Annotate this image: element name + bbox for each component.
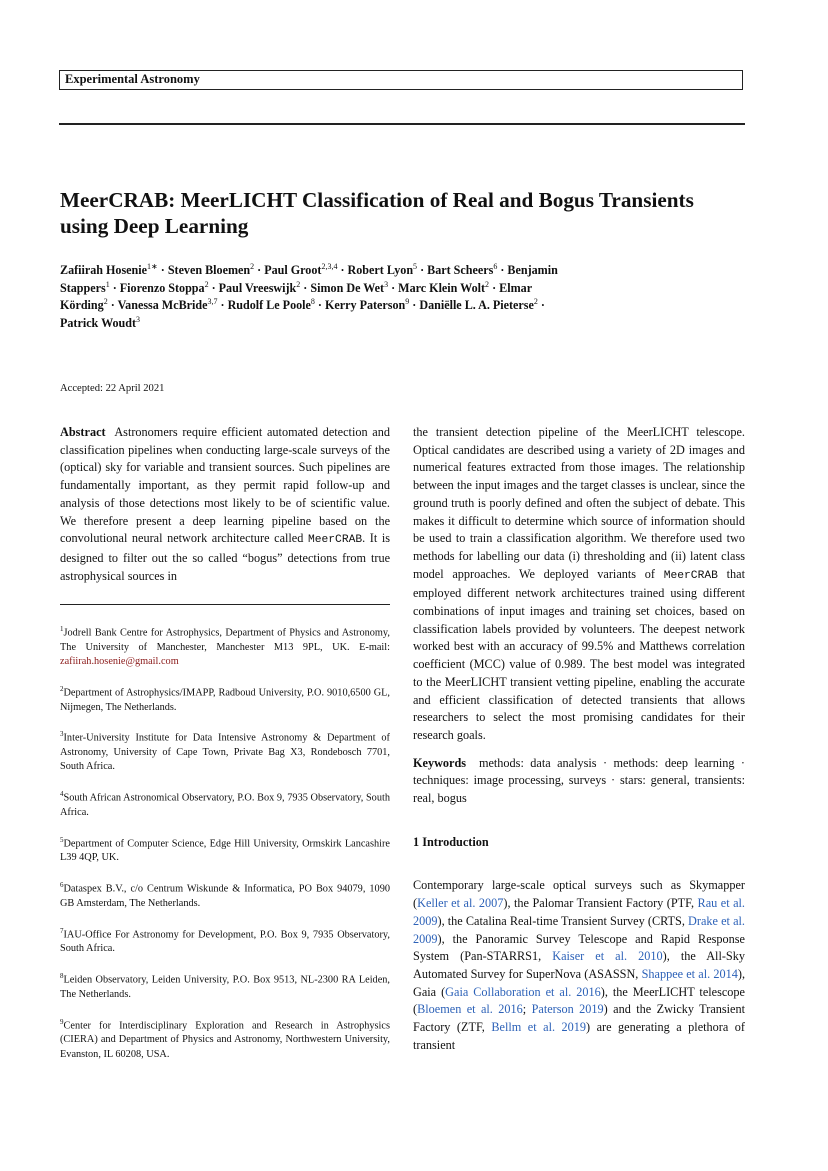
author-name: Vanessa McBride xyxy=(117,298,208,313)
author-affiliation-marker: 6 xyxy=(493,261,498,271)
author-separator: · xyxy=(314,298,325,313)
section-heading-introduction: 1 Introduction xyxy=(413,834,489,849)
author-affiliation-marker: 2 xyxy=(204,279,209,289)
footnote-number: 9 xyxy=(60,1017,64,1026)
arxiv-stamp[interactable] xyxy=(6,340,64,890)
intro-text: ; xyxy=(522,1002,532,1017)
author-affiliation-marker: 3 xyxy=(384,279,389,289)
author-affiliation-marker: 3,7 xyxy=(207,297,218,307)
footnote-7 xyxy=(60,924,390,957)
keywords-text: methods: data analysis · methods: deep learning · techniques: image processing, surveys · stars: general, transients: real, bogus xyxy=(413,755,745,806)
author-affiliation-marker: 1 xyxy=(105,279,110,289)
citation-link[interactable]: Gaia Collaboration et al. 2016 xyxy=(445,984,601,999)
author-name: Benjamin Stappers xyxy=(60,263,558,295)
author-name: Kerry Paterson xyxy=(324,298,406,313)
footnote-text: Inter-University Institute for Data Intensive Astronomy & Department of Astronomy, University of Cape Town, Private Bag X3, Rondebosch 7701, South Africa. xyxy=(60,732,390,773)
accepted-date: Accepted: 22 April 2021 xyxy=(60,383,165,394)
citation-link[interactable]: Paterson 2019 xyxy=(531,1002,604,1017)
footnote-2 xyxy=(60,682,390,715)
footnote-text: IAU-Office For Astronomy for Development, P.O. Box 9, 7935 Observatory, South Africa. xyxy=(60,929,390,955)
header-rule xyxy=(59,123,745,125)
intro-text: ), the Catalina Real-time Transient Survey (CRTS, xyxy=(437,913,689,928)
author-separator: · xyxy=(208,280,219,295)
abstract-label: Abstract xyxy=(60,425,106,439)
author-name: Robert Lyon xyxy=(347,263,414,277)
author-separator: · xyxy=(300,280,311,295)
meercrab-code-2: MeerCRAB xyxy=(663,569,718,582)
footnote-text: Leiden Observatory, Leiden University, P.O. Box 9513, NL-2300 RA Leiden, The Netherlands. xyxy=(60,974,390,1000)
footnote-number: 1 xyxy=(60,625,64,633)
keywords-label: Keywords xyxy=(413,755,467,770)
intro-text: ), the Palomar Transient Factory (PTF, xyxy=(503,896,698,911)
title-line-1: MeerCRAB: MeerLICHT Classification of Real and Bogus Transients xyxy=(60,188,694,212)
intro-text: ), the All-Sky Automated Survey for SuperNova (ASASSN, xyxy=(413,949,745,981)
author-separator: · xyxy=(417,263,428,277)
abstract-continuation xyxy=(413,424,745,745)
author-separator: · xyxy=(409,298,420,313)
author-separator: · xyxy=(254,263,265,277)
arxiv-stamp-svg xyxy=(6,340,64,890)
paper-title xyxy=(60,187,750,239)
abstract-text-4: that employed different network architectures trained using different combinations of input images and training set choices, based on classification labels provided by volunteers. The deepest network worked best with an accuracy of 99.5% and Matthews correlation coefficient (MCC) value of 0.989. The best model was integrated to the MeerLICHT transient vetting pipeline, enabling the accurate and efficient classification of detected transients that allows researchers to select the most promising candidates for their research goals. xyxy=(413,566,745,742)
author-name: Simon De Wet xyxy=(310,280,385,295)
author-name: Daniëlle L. A. Pieterse xyxy=(419,298,534,313)
citation-link[interactable]: Bloemen et al. 2016 xyxy=(417,1002,523,1017)
author-separator: · xyxy=(537,298,545,313)
footnote-number: 7 xyxy=(60,926,64,935)
author-affiliation-marker: 3 xyxy=(136,315,141,325)
introduction-paragraph xyxy=(413,877,745,1054)
citation-link[interactable]: Kaiser et al. 2010 xyxy=(552,949,663,964)
citation-link[interactable]: Rau et al. 2009 xyxy=(413,896,745,928)
author-list xyxy=(60,262,580,333)
author-affiliation-marker: 1∗ xyxy=(147,261,158,271)
abstract-text-2: . It is designed to filter out the so called “bogus” detections from true astrophysical sources in xyxy=(60,531,390,583)
journal-header-box xyxy=(59,70,743,90)
intro-text: ), the MeerLICHT telescope ( xyxy=(413,984,745,1017)
author-affiliation-marker: 2 xyxy=(296,279,301,289)
footnote-number: 2 xyxy=(60,684,64,693)
author-separator: · xyxy=(489,280,500,295)
footnote-6 xyxy=(60,878,390,911)
footnote-text: Department of Astrophysics/IMAPP, Radboud University, P.O. 9010,6500 GL, Nijmegen, The Netherlands. xyxy=(60,687,390,713)
citation-link[interactable]: Drake et al. 2009 xyxy=(413,913,745,946)
author-separator: · xyxy=(109,280,120,295)
author-affiliation-marker: 2 xyxy=(103,297,108,307)
footnote-5 xyxy=(60,833,390,866)
author-affiliation-marker: 2,3,4 xyxy=(321,261,338,271)
intro-text: ), the Panoramic Survey Telescope and Rapid Response System (Pan-STARRS1, xyxy=(413,931,745,964)
footnote-4 xyxy=(60,787,390,820)
footnote-text: Center for Interdisciplinary Exploration and Research in Astrophysics (CIERA) and Department of Physics and Astronomy, Northwestern University, Evanston, IL 60208, USA. xyxy=(60,1020,390,1060)
email-label: E-mail: xyxy=(359,641,391,653)
email-link[interactable]: zafiirah.hosenie@gmail.com xyxy=(60,656,179,668)
footnote-3 xyxy=(60,727,390,774)
footnote-rule xyxy=(60,604,390,605)
author-name: Marc Klein Wolt xyxy=(398,280,486,295)
footnote-8 xyxy=(60,969,390,1002)
author-name: Fiorenzo Stoppa xyxy=(119,280,205,295)
author-name: Elmar Körding xyxy=(60,280,532,313)
author-separator: · xyxy=(497,263,508,277)
footnote-text: Jodrell Bank Centre for Astrophysics, Department of Physics and Astronomy, The University of Manchester, Manchester M13 9PL, UK. xyxy=(60,627,390,653)
footnote-9 xyxy=(60,1015,390,1062)
author-affiliation-marker: 8 xyxy=(310,297,315,307)
author-name: Bart Scheers xyxy=(427,263,494,277)
author-separator: · xyxy=(157,263,168,277)
author-name: Paul Vreeswijk xyxy=(218,280,297,295)
footnote-1 xyxy=(60,622,390,669)
citation-link[interactable]: Bellm et al. 2019 xyxy=(491,1020,587,1035)
author-name: Paul Groot xyxy=(264,263,322,277)
meercrab-code-1: MeerCRAB xyxy=(307,534,363,547)
footnote-text: South African Astronomical Observatory, P.O. Box 9, 7935 Observatory, South Africa. xyxy=(60,792,390,818)
author-affiliation-marker: 9 xyxy=(405,297,410,307)
journal-name: Experimental Astronomy xyxy=(65,72,200,86)
author-name: Patrick Woudt xyxy=(60,316,137,331)
footnote-number: 6 xyxy=(60,881,64,890)
author-separator: · xyxy=(337,263,348,277)
author-separator: · xyxy=(107,298,118,313)
right-column xyxy=(413,424,745,1055)
intro-text: Contemporary large-scale optical surveys such as Skymapper ( xyxy=(413,878,745,911)
author-name: Rudolf Le Poole xyxy=(227,298,311,313)
affiliation-footnotes xyxy=(60,622,390,1075)
author-affiliation-marker: 2 xyxy=(485,279,490,289)
footnote-number: 3 xyxy=(60,730,64,739)
footnote-number: 4 xyxy=(60,790,64,799)
author-separator: · xyxy=(217,298,228,313)
footnote-number: 5 xyxy=(60,835,64,844)
author-name: Steven Bloemen xyxy=(167,263,251,277)
author-name: Zafiirah Hosenie xyxy=(60,263,148,277)
author-affiliation-marker: 5 xyxy=(413,261,418,271)
author-affiliation-marker: 2 xyxy=(250,261,255,271)
title-line-2: using Deep Learning xyxy=(60,214,249,238)
footnote-text: Dataspex B.V., c/o Centrum Wiskunde & Informatica, PO Box 94079, 1090 GB Amsterdam, The Netherlands. xyxy=(60,883,390,909)
intro-text: ) are generating a plethora of transient xyxy=(413,1020,746,1052)
keywords xyxy=(413,755,745,808)
citation-link[interactable]: Keller et al. 2007 xyxy=(417,896,504,911)
author-separator: · xyxy=(388,280,399,295)
abstract-text-3: the transient detection pipeline of the MeerLICHT telescope. Optical candidates are described using a variety of 2D images and numerical features extracted from those images. The relationship between the input images and the target classes is unclear, since the ground truth is poorly defined and often the subject of debate. This makes it difficult to determine which source of information should be used to train a classification algorithm. We therefore used two methods for labelling our data (i) thresholding and (ii) latent class model approaches. We deployed variants of xyxy=(413,425,745,581)
footnote-number: 8 xyxy=(60,972,64,981)
citation-link[interactable]: Shappee et al. 2014 xyxy=(641,966,738,981)
abstract-text-1: Astronomers require efficient automated detection and classification pipelines when conducting large-scale surveys of the (optical) sky for variable and transient sources. Such pipelines are fundamentally important, as they permit rapid follow-up and analysis of those detections most likely to be of scientific value. We therefore present a deep learning pipeline based on the convolutional neural network architecture called xyxy=(60,425,390,546)
intro-text: ), Gaia ( xyxy=(413,966,746,999)
footnote-text: Department of Computer Science, Edge Hill University, Ormskirk Lancashire L39 4QP, UK. xyxy=(60,838,390,864)
author-affiliation-marker: 2 xyxy=(533,297,538,307)
intro-text: ) and the Zwicky Transient Factory (ZTF, xyxy=(413,1002,746,1035)
abstract-left-column xyxy=(60,424,390,585)
